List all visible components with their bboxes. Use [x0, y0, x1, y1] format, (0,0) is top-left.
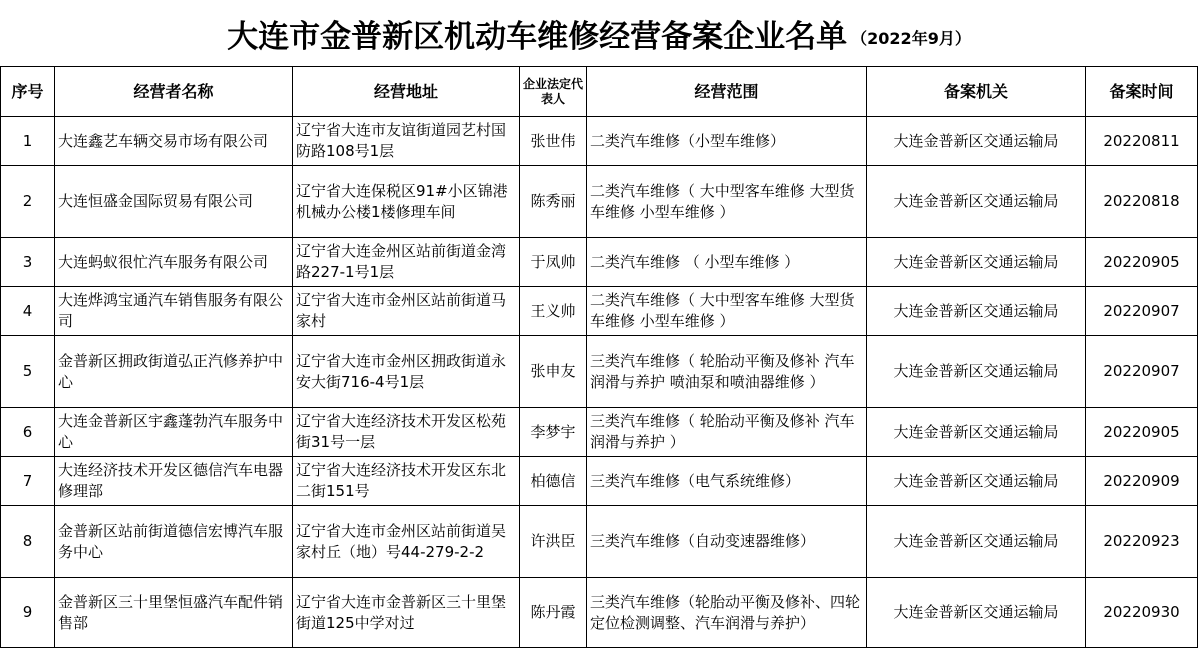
cell-seq: 2 [1, 166, 55, 238]
cell-seq: 9 [1, 578, 55, 648]
cell-agency: 大连金普新区交通运输局 [867, 506, 1086, 578]
cell-agency: 大连金普新区交通运输局 [867, 336, 1086, 408]
table-row [1, 287, 1198, 336]
cell-name: 大连蚂蚁很忙汽车服务有限公司 [55, 238, 293, 287]
cell-rep: 张申友 [520, 336, 587, 408]
cell-agency: 大连金普新区交通运输局 [867, 457, 1086, 506]
header-agency: 备案机关 [867, 67, 1086, 117]
cell-seq: 6 [1, 408, 55, 457]
cell-address: 辽宁省大连保税区91#小区锦港机械办公楼1楼修理车间 [293, 166, 520, 238]
table-row [1, 408, 1198, 457]
table-row [1, 117, 1198, 166]
cell-address: 辽宁省大连市友谊街道园艺村国防路108号1层 [293, 117, 520, 166]
cell-seq: 5 [1, 336, 55, 408]
cell-date: 20220811 [1086, 117, 1198, 166]
cell-date: 20220907 [1086, 287, 1198, 336]
header-rep: 企业法定代表人 [520, 67, 587, 117]
table-row [1, 336, 1198, 408]
cell-address: 辽宁省大连经济技术开发区东北二街151号 [293, 457, 520, 506]
cell-address: 辽宁省大连市金普新区三十里堡街道125中学对过 [293, 578, 520, 648]
cell-date: 20220818 [1086, 166, 1198, 238]
header-date: 备案时间 [1086, 67, 1198, 117]
cell-address: 辽宁省大连市金州区站前街道吴家村丘（地）号44-279-2-2 [293, 506, 520, 578]
cell-agency: 大连金普新区交通运输局 [867, 166, 1086, 238]
cell-date: 20220930 [1086, 578, 1198, 648]
cell-date: 20220905 [1086, 238, 1198, 287]
cell-rep: 陈秀丽 [520, 166, 587, 238]
cell-seq: 1 [1, 117, 55, 166]
registry-table [0, 66, 1198, 648]
cell-name: 大连鑫艺车辆交易市场有限公司 [55, 117, 293, 166]
cell-rep: 于凤帅 [520, 238, 587, 287]
table-row [1, 238, 1198, 287]
header-seq: 序号 [1, 67, 55, 117]
header-address: 经营地址 [293, 67, 520, 117]
table-row [1, 578, 1198, 648]
table-row [1, 457, 1198, 506]
header-scope: 经营范围 [587, 67, 867, 117]
page-title: 大连市金普新区机动车维修经营备案企业名单 [227, 18, 848, 55]
cell-name: 大连烨鸿宝通汽车销售服务有限公司 [55, 287, 293, 336]
cell-seq: 8 [1, 506, 55, 578]
cell-name: 金普新区三十里堡恒盛汽车配件销售部 [55, 578, 293, 648]
cell-scope: 三类汽车维修（ 轮胎动平衡及修补 汽车润滑与养护 ） [587, 408, 867, 457]
cell-scope: 三类汽车维修（电气系统维修） [587, 457, 867, 506]
cell-rep: 柏德信 [520, 457, 587, 506]
cell-rep: 陈丹霞 [520, 578, 587, 648]
cell-scope: 二类汽车维修 （ 小型车维修 ） [587, 238, 867, 287]
cell-seq: 4 [1, 287, 55, 336]
cell-rep: 张世伟 [520, 117, 587, 166]
cell-date: 20220909 [1086, 457, 1198, 506]
cell-agency: 大连金普新区交通运输局 [867, 238, 1086, 287]
cell-scope: 二类汽车维修（ 大中型客车维修 大型货车维修 小型车维修 ） [587, 287, 867, 336]
table-row [1, 166, 1198, 238]
cell-name: 金普新区站前街道德信宏博汽车服务中心 [55, 506, 293, 578]
cell-name: 大连经济技术开发区德信汽车电器修理部 [55, 457, 293, 506]
cell-rep: 许洪臣 [520, 506, 587, 578]
cell-date: 20220907 [1086, 336, 1198, 408]
cell-seq: 3 [1, 238, 55, 287]
cell-agency: 大连金普新区交通运输局 [867, 408, 1086, 457]
page-subtitle: （2022年9月） [851, 28, 971, 48]
cell-agency: 大连金普新区交通运输局 [867, 117, 1086, 166]
cell-seq: 7 [1, 457, 55, 506]
cell-address: 辽宁省大连市金州区站前街道马家村 [293, 287, 520, 336]
cell-scope: 二类汽车维修（ 大中型客车维修 大型货车维修 小型车维修 ） [587, 166, 867, 238]
header-name: 经营者名称 [55, 67, 293, 117]
cell-scope: 三类汽车维修（自动变速器维修） [587, 506, 867, 578]
cell-scope: 三类汽车维修（轮胎动平衡及修补、四轮定位检测调整、汽车润滑与养护） [587, 578, 867, 648]
cell-date: 20220923 [1086, 506, 1198, 578]
cell-agency: 大连金普新区交通运输局 [867, 578, 1086, 648]
cell-agency: 大连金普新区交通运输局 [867, 287, 1086, 336]
header-row [1, 67, 1198, 117]
document-title [0, 0, 1198, 66]
cell-date: 20220905 [1086, 408, 1198, 457]
cell-rep: 王义帅 [520, 287, 587, 336]
table-row [1, 506, 1198, 578]
cell-address: 辽宁省大连经济技术开发区松苑街31号一层 [293, 408, 520, 457]
cell-name: 大连恒盛金国际贸易有限公司 [55, 166, 293, 238]
cell-address: 辽宁省大连金州区站前街道金湾路227-1号1层 [293, 238, 520, 287]
cell-scope: 二类汽车维修（小型车维修） [587, 117, 867, 166]
cell-rep: 李梦宇 [520, 408, 587, 457]
cell-name: 金普新区拥政街道弘正汽修养护中心 [55, 336, 293, 408]
cell-scope: 三类汽车维修（ 轮胎动平衡及修补 汽车润滑与养护 喷油泵和喷油器维修 ） [587, 336, 867, 408]
cell-name: 大连金普新区宇鑫蓬勃汽车服务中心 [55, 408, 293, 457]
cell-address: 辽宁省大连市金州区拥政街道永安大街716-4号1层 [293, 336, 520, 408]
